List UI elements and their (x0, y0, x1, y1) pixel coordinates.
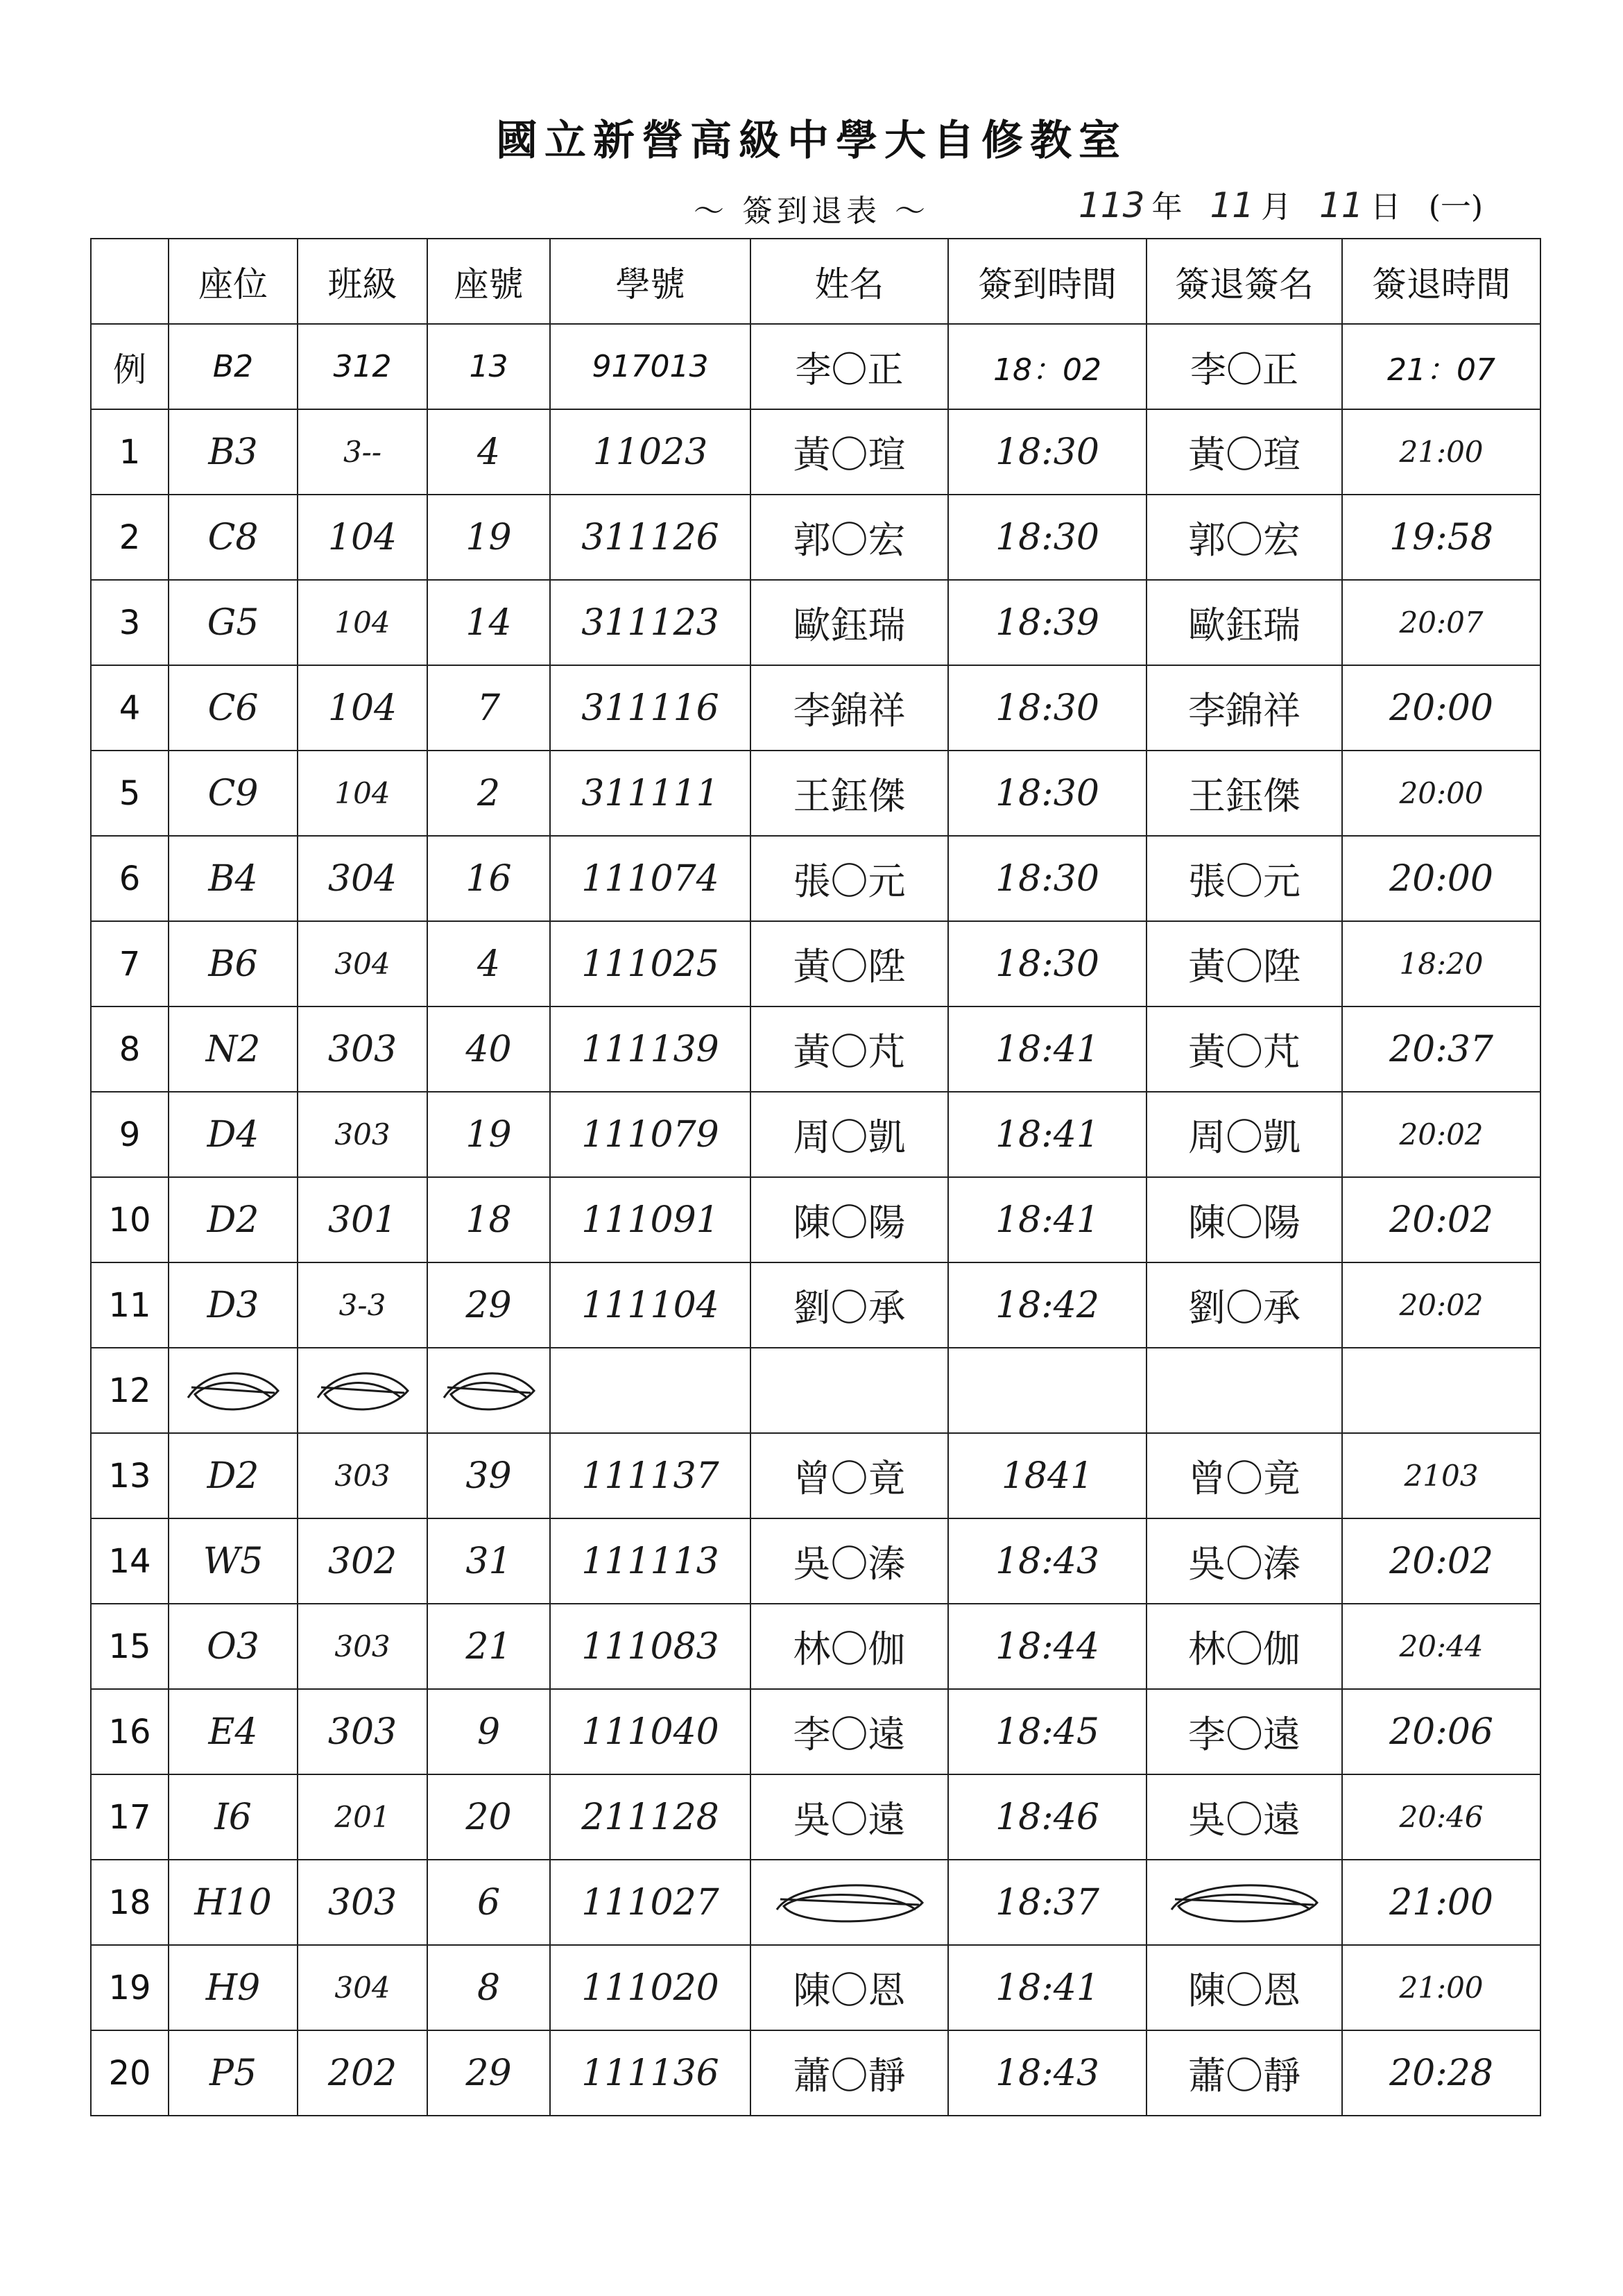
example-row-number: 例 (91, 324, 169, 409)
cell-seat: D3 (169, 1262, 298, 1348)
column-header-class: 班級 (298, 239, 427, 324)
cell-row-number: 14 (91, 1518, 169, 1604)
cell-check-out-signature: 吳〇遠 (1147, 1774, 1342, 1860)
cell-seat: D2 (169, 1177, 298, 1262)
cell-row-number: 16 (91, 1689, 169, 1774)
cell-seat: D4 (169, 1092, 298, 1177)
cell-check-out-signature: 王鈺傑 (1147, 751, 1342, 836)
cell-row-number: 12 (91, 1348, 169, 1433)
cell-seat: B6 (169, 921, 298, 1006)
cell-seat-number: 4 (427, 409, 550, 495)
cell-check-in-time: 18:44 (948, 1604, 1147, 1689)
cell-seat-number: 2 (427, 751, 550, 836)
cell-name: 陳〇恩 (750, 1945, 948, 2030)
cell-seat-number: 19 (427, 1092, 550, 1177)
cell-class: 304 (298, 921, 427, 1006)
cell-check-in-time: 18:43 (948, 2030, 1147, 2116)
cell-check-out-time: 20:46 (1342, 1774, 1540, 1860)
cell-class: 202 (298, 2030, 427, 2116)
cell-check-out-signature: 吳〇溱 (1147, 1518, 1342, 1604)
example-student-id: 917013 (550, 324, 750, 409)
cell-class: 303 (298, 1860, 427, 1945)
column-header-check-in-time: 簽到時間 (948, 239, 1147, 324)
cell-class: 301 (298, 1177, 427, 1262)
cell-check-out-signature: 蕭〇靜 (1147, 2030, 1342, 2116)
cell-seat-number: 21 (427, 1604, 550, 1689)
date-month: 11 (1210, 185, 1255, 225)
cell-seat: B3 (169, 409, 298, 495)
cell-seat: H9 (169, 1945, 298, 2030)
cell-check-out-time: 20:07 (1342, 580, 1540, 665)
sign-in-table (90, 238, 1541, 2116)
column-header-check-out-signature: 簽退簽名 (1147, 239, 1342, 324)
cell-check-out-time (1342, 1348, 1540, 1433)
cell-student-id: 311123 (550, 580, 750, 665)
cell-name: 劉〇承 (750, 1262, 948, 1348)
table-row (91, 1006, 1540, 1092)
table-row (91, 409, 1540, 495)
date-day: 11 (1319, 185, 1364, 225)
crossed-out-entry (169, 1348, 298, 1433)
header-row (91, 239, 1540, 324)
cell-name: 郭〇宏 (750, 495, 948, 580)
crossed-out-entry (427, 1348, 550, 1433)
cell-class: 104 (298, 580, 427, 665)
cell-check-in-time: 1841 (948, 1433, 1147, 1518)
table-row (91, 580, 1540, 665)
table-row (91, 921, 1540, 1006)
cell-seat: E4 (169, 1689, 298, 1774)
cell-seat: D2 (169, 1433, 298, 1518)
cell-student-id: 111104 (550, 1262, 750, 1348)
cell-seat: P5 (169, 2030, 298, 2116)
cell-check-in-time: 18:30 (948, 495, 1147, 580)
cell-student-id: 311126 (550, 495, 750, 580)
cell-name: 曾〇竟 (750, 1433, 948, 1518)
cell-student-id: 311111 (550, 751, 750, 836)
date-weekday: (一) (1428, 189, 1484, 225)
cell-class: 303 (298, 1689, 427, 1774)
date-month-unit: 月 (1261, 189, 1292, 225)
cell-class: 3-- (298, 409, 427, 495)
cell-check-in-time (948, 1348, 1147, 1433)
cell-name: 周〇凱 (750, 1092, 948, 1177)
cell-row-number: 10 (91, 1177, 169, 1262)
table-row (91, 1518, 1540, 1604)
cell-class: 303 (298, 1604, 427, 1689)
cell-student-id: 111025 (550, 921, 750, 1006)
cell-name: 黃〇陞 (750, 921, 948, 1006)
cell-check-in-time: 18:37 (948, 1860, 1147, 1945)
example-class: 312 (298, 324, 427, 409)
cell-seat: N2 (169, 1006, 298, 1092)
column-header-seat: 座位 (169, 239, 298, 324)
cell-check-out-time: 20:37 (1342, 1006, 1540, 1092)
cell-class: 104 (298, 495, 427, 580)
cell-seat-number: 16 (427, 836, 550, 921)
cell-seat: C6 (169, 665, 298, 751)
cell-check-out-time: 20:00 (1342, 665, 1540, 751)
cell-check-out-signature: 黃〇芃 (1147, 1006, 1342, 1092)
cell-student-id: 111136 (550, 2030, 750, 2116)
cell-seat-number: 4 (427, 921, 550, 1006)
cell-check-out-signature: 黃〇瑄 (1147, 409, 1342, 495)
cell-seat-number: 8 (427, 1945, 550, 2030)
column-header-check-out-time: 簽退時間 (1342, 239, 1540, 324)
cell-row-number: 15 (91, 1604, 169, 1689)
cell-seat-number: 31 (427, 1518, 550, 1604)
cell-name (750, 1348, 948, 1433)
form-subtitle: ～ 簽到退表 ～ (694, 194, 929, 229)
cell-row-number: 3 (91, 580, 169, 665)
cell-check-out-signature: 陳〇陽 (1147, 1177, 1342, 1262)
example-check-out-time: 21：07 (1342, 324, 1540, 409)
cell-student-id: 111040 (550, 1689, 750, 1774)
cell-check-out-time: 20:28 (1342, 2030, 1540, 2116)
cell-student-id: 111027 (550, 1860, 750, 1945)
cell-student-id: 111074 (550, 836, 750, 921)
cell-check-out-time: 20:02 (1342, 1177, 1540, 1262)
cell-check-out-signature: 李〇遠 (1147, 1689, 1342, 1774)
cell-row-number: 1 (91, 409, 169, 495)
cell-seat-number: 7 (427, 665, 550, 751)
cell-name: 陳〇陽 (750, 1177, 948, 1262)
cell-student-id: 111020 (550, 1945, 750, 2030)
table-row (91, 665, 1540, 751)
example-row (91, 324, 1540, 409)
cell-seat-number: 20 (427, 1774, 550, 1860)
cell-row-number: 11 (91, 1262, 169, 1348)
cell-check-out-time: 20:44 (1342, 1604, 1540, 1689)
cell-check-out-signature: 曾〇竟 (1147, 1433, 1342, 1518)
cell-class: 304 (298, 1945, 427, 2030)
cell-row-number: 8 (91, 1006, 169, 1092)
cell-check-out-signature: 劉〇承 (1147, 1262, 1342, 1348)
cell-row-number: 5 (91, 751, 169, 836)
scribbled-signature (1147, 1860, 1342, 1945)
example-check-out-signature: 李〇正 (1147, 324, 1342, 409)
cell-name: 黃〇芃 (750, 1006, 948, 1092)
cell-check-out-time: 20:00 (1342, 836, 1540, 921)
cell-class: 3-3 (298, 1262, 427, 1348)
cell-name: 歐鈺瑞 (750, 580, 948, 665)
cell-row-number: 19 (91, 1945, 169, 2030)
cell-class: 304 (298, 836, 427, 921)
table-row (91, 1348, 1540, 1433)
cell-seat: C8 (169, 495, 298, 580)
table-row (91, 2030, 1540, 2116)
cell-seat-number: 6 (427, 1860, 550, 1945)
cell-name: 黃〇瑄 (750, 409, 948, 495)
cell-check-in-time: 18:41 (948, 1092, 1147, 1177)
cell-seat: G5 (169, 580, 298, 665)
scribbled-signature (750, 1860, 948, 1945)
cell-check-in-time: 18:43 (948, 1518, 1147, 1604)
cell-student-id (550, 1348, 750, 1433)
cell-seat: W5 (169, 1518, 298, 1604)
cell-check-out-time: 20:02 (1342, 1092, 1540, 1177)
cell-seat: C9 (169, 751, 298, 836)
cell-check-in-time: 18:41 (948, 1177, 1147, 1262)
cell-class: 303 (298, 1006, 427, 1092)
crossed-out-entry (298, 1348, 427, 1433)
cell-check-out-time: 18:20 (1342, 921, 1540, 1006)
cell-class: 104 (298, 665, 427, 751)
cell-class: 201 (298, 1774, 427, 1860)
cell-class: 303 (298, 1433, 427, 1518)
cell-seat: I6 (169, 1774, 298, 1860)
cell-check-out-signature: 林〇伽 (1147, 1604, 1342, 1689)
cell-check-in-time: 18:41 (948, 1006, 1147, 1092)
cell-check-out-time: 20:02 (1342, 1518, 1540, 1604)
date-year: 113 (1079, 185, 1145, 225)
cell-seat-number: 9 (427, 1689, 550, 1774)
form-date (1079, 182, 1483, 226)
cell-student-id: 11023 (550, 409, 750, 495)
cell-check-out-signature: 李錦祥 (1147, 665, 1342, 751)
cell-row-number: 7 (91, 921, 169, 1006)
table-row (91, 1433, 1540, 1518)
table-row (91, 751, 1540, 836)
cell-check-out-time: 20:02 (1342, 1262, 1540, 1348)
page-title: 國立新營高級中學大自修教室 (496, 117, 1127, 165)
cell-row-number: 2 (91, 495, 169, 580)
table-row (91, 1177, 1540, 1262)
cell-student-id: 111091 (550, 1177, 750, 1262)
column-header-student-id: 學號 (550, 239, 750, 324)
cell-student-id: 311116 (550, 665, 750, 751)
cell-seat: O3 (169, 1604, 298, 1689)
cell-row-number: 18 (91, 1860, 169, 1945)
cell-name: 林〇伽 (750, 1604, 948, 1689)
cell-row-number: 17 (91, 1774, 169, 1860)
cell-check-out-time: 2103 (1342, 1433, 1540, 1518)
cell-seat-number: 29 (427, 1262, 550, 1348)
cell-row-number: 13 (91, 1433, 169, 1518)
cell-student-id: 111083 (550, 1604, 750, 1689)
cell-check-in-time: 18:30 (948, 921, 1147, 1006)
column-header-row-number (91, 239, 169, 324)
example-seat: B2 (169, 324, 298, 409)
table-row (91, 1860, 1540, 1945)
cell-check-in-time: 18:41 (948, 1945, 1147, 2030)
cell-check-out-time: 20:06 (1342, 1689, 1540, 1774)
cell-student-id: 111079 (550, 1092, 750, 1177)
cell-check-in-time: 18:42 (948, 1262, 1147, 1348)
cell-check-out-signature: 張〇元 (1147, 836, 1342, 921)
cell-name: 李錦祥 (750, 665, 948, 751)
cell-class: 302 (298, 1518, 427, 1604)
date-day-unit: 日 (1370, 189, 1401, 225)
column-header-name: 姓名 (750, 239, 948, 324)
cell-check-out-signature: 黃〇陞 (1147, 921, 1342, 1006)
cell-row-number: 4 (91, 665, 169, 751)
cell-seat: B4 (169, 836, 298, 921)
table-row (91, 1945, 1540, 2030)
cell-check-in-time: 18:45 (948, 1689, 1147, 1774)
cell-student-id: 211128 (550, 1774, 750, 1860)
cell-seat: H10 (169, 1860, 298, 1945)
cell-seat-number: 39 (427, 1433, 550, 1518)
cell-check-in-time: 18:46 (948, 1774, 1147, 1860)
example-name: 李〇正 (750, 324, 948, 409)
cell-name: 張〇元 (750, 836, 948, 921)
cell-class: 104 (298, 751, 427, 836)
cell-check-out-signature: 陳〇恩 (1147, 1945, 1342, 2030)
cell-name: 李〇遠 (750, 1689, 948, 1774)
table-row (91, 495, 1540, 580)
cell-check-in-time: 18:30 (948, 836, 1147, 921)
cell-check-out-signature: 郭〇宏 (1147, 495, 1342, 580)
cell-row-number: 20 (91, 2030, 169, 2116)
cell-check-in-time: 18:30 (948, 665, 1147, 751)
cell-seat-number: 40 (427, 1006, 550, 1092)
cell-seat-number: 18 (427, 1177, 550, 1262)
cell-row-number: 6 (91, 836, 169, 921)
cell-check-in-time: 18:30 (948, 751, 1147, 836)
cell-student-id: 111113 (550, 1518, 750, 1604)
cell-check-out-time: 21:00 (1342, 409, 1540, 495)
cell-check-out-time: 20:00 (1342, 751, 1540, 836)
cell-check-out-signature (1147, 1348, 1342, 1433)
table-row (91, 1604, 1540, 1689)
cell-seat-number: 19 (427, 495, 550, 580)
table-row (91, 1689, 1540, 1774)
date-year-unit: 年 (1151, 189, 1183, 225)
table-row (91, 1774, 1540, 1860)
cell-name: 蕭〇靜 (750, 2030, 948, 2116)
cell-seat-number: 29 (427, 2030, 550, 2116)
table-row (91, 836, 1540, 921)
cell-class: 303 (298, 1092, 427, 1177)
cell-student-id: 111139 (550, 1006, 750, 1092)
example-seat-number: 13 (427, 324, 550, 409)
table-row (91, 1092, 1540, 1177)
cell-student-id: 111137 (550, 1433, 750, 1518)
cell-name: 吳〇遠 (750, 1774, 948, 1860)
cell-check-out-time: 21:00 (1342, 1860, 1540, 1945)
cell-name: 王鈺傑 (750, 751, 948, 836)
cell-check-in-time: 18:39 (948, 580, 1147, 665)
cell-check-out-signature: 周〇凱 (1147, 1092, 1342, 1177)
cell-check-out-signature: 歐鈺瑞 (1147, 580, 1342, 665)
cell-row-number: 9 (91, 1092, 169, 1177)
cell-check-out-time: 19:58 (1342, 495, 1540, 580)
cell-seat-number: 14 (427, 580, 550, 665)
column-header-seat-number: 座號 (427, 239, 550, 324)
example-check-in-time: 18：02 (948, 324, 1147, 409)
cell-name: 吳〇溱 (750, 1518, 948, 1604)
table-row (91, 1262, 1540, 1348)
cell-check-in-time: 18:30 (948, 409, 1147, 495)
cell-check-out-time: 21:00 (1342, 1945, 1540, 2030)
